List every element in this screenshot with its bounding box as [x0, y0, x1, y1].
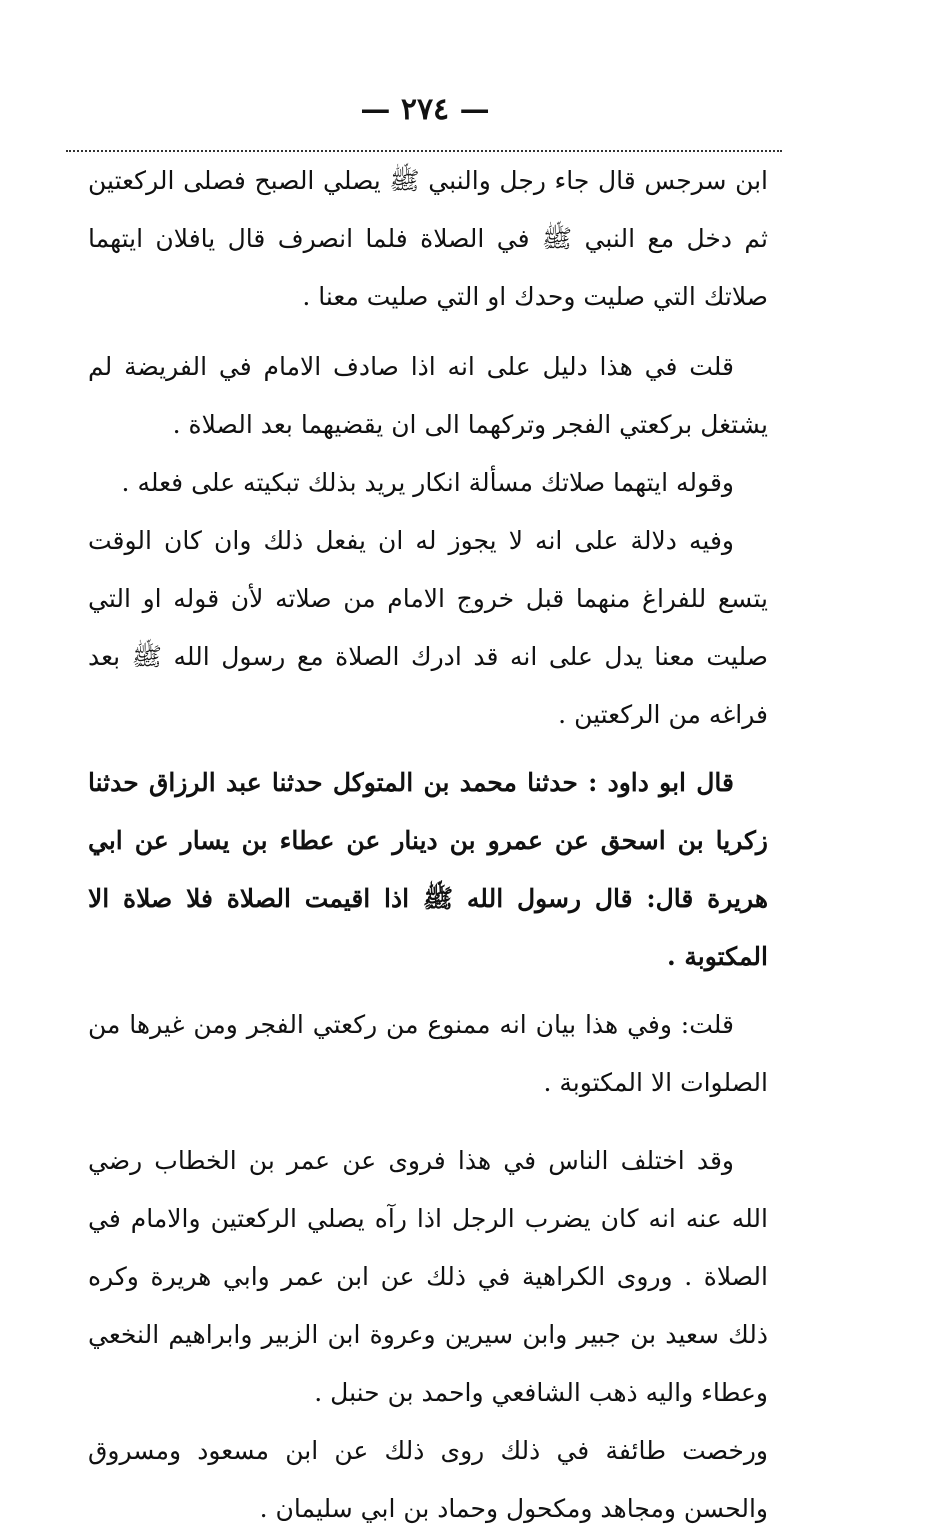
paragraph-commentary-4: قلت: وفي هذا بيان انه ممنوع من ركعتي الفجر ومن غيرها من الصلوات الا المكتوبة .: [88, 1010, 768, 1097]
body-text: [88, 152, 768, 1538]
paragraph-commentary-1: قلت في هذا دليل على انه اذا صادف الامام في الفريضة لم يشتغل بركعتي الفجر وتركهما الى ان يقضيهما بعد الصلاة .: [88, 352, 768, 439]
paragraph-hadith-intro: ابن سرجس قال جاء رجل والنبي ﷺ يصلي الصبح فصلى الركعتين ثم دخل مع النبي ﷺ في الصلاة فلما انصرف قال يافلان ايتهما صلاتك التي صليت وحدك او التي صليت معنا .: [88, 166, 768, 311]
paragraph-permission: ورخصت طائفة في ذلك روى ذلك عن ابن مسعود ومسروق والحسن ومجاهد ومكحول وحماد بن ابي سليمان .: [88, 1436, 768, 1523]
paragraph-commentary-3: وفيه دلالة على انه لا يجوز له ان يفعل ذلك وان كان الوقت يتسع للفراغ منهما قبل خروج الامام من صلاته لأن قوله او التي صليت معنا يدل على انه قد ادرك الصلاة مع رسول الله ﷺ بعد فراغه من الركعتين .: [88, 526, 768, 729]
paragraph-scholars-opinions: وقد اختلف الناس في هذا فروى عن عمر بن الخطاب رضي الله عنه انه كان يضرب الرجل اذا رآه يصلي الركعتين والامام في الصلاة . وروى الكراهية في ذلك عن ابن عمر وابي هريرة وكره ذلك سعيد بن جبير وابن سيرين وعروة ابن الزبير وابراهيم النخعي وعطاء واليه ذهب الشافعي واحمد بن حنبل .: [88, 1146, 768, 1407]
paragraph-hadith-abu-dawud: قال ابو داود : حدثنا محمد بن المتوكل حدثنا عبد الرزاق حدثنا زكريا بن اسحق عن عمرو بن دينار عن عطاء بن يسار عن ابي هريرة قال: قال رسول الله ﷺ اذا اقيمت الصلاة فلا صلاة الا المكتوبة .: [88, 768, 768, 971]
paragraph-commentary-2: وقوله ايتهما صلاتك مسألة انكار يريد بذلك تبكيته على فعله .: [121, 468, 734, 497]
page-number: — ٢٧٤ —: [360, 92, 490, 127]
